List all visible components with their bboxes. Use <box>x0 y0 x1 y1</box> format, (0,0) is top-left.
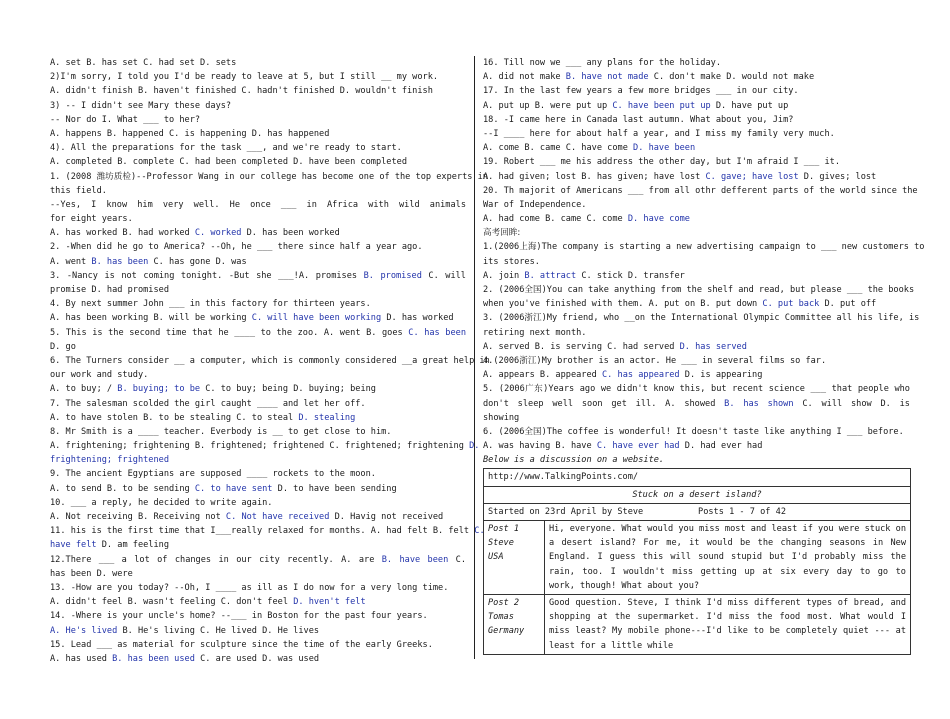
question-text: D. gives; lost <box>798 171 877 182</box>
post-2-body: Good question. Steve, I think I'd miss different types of bread, and shopping at the supermarket. I'd miss the food most. What would I miss least? My mobile phone---I'd like to be completely quiet --- at least for a little while <box>545 594 911 654</box>
right-line <box>483 84 910 98</box>
forum-started-text: Started on 23rd April by Steve <box>488 506 644 517</box>
question-text: A. appears B. appeared <box>483 370 602 381</box>
left-line <box>50 439 480 453</box>
left-line <box>50 411 466 425</box>
answer-highlight: B. has been <box>91 256 149 267</box>
left-line <box>50 397 466 411</box>
right-line <box>483 340 910 354</box>
question-text: 2)I'm sorry, I told you I'd be ready to leave at 5, but I still __ my work. <box>50 72 439 83</box>
answer-highlight: D. have come <box>627 214 690 225</box>
question-text: )--Professor Wang in our college has become one of the top experts in <box>130 171 488 182</box>
question-text: 3) -- I didn't see Mary these days? <box>50 100 232 111</box>
left-line <box>50 538 466 552</box>
right-line <box>483 56 910 70</box>
question-text: retiring next month. <box>483 327 587 338</box>
left-line <box>50 340 466 354</box>
right-line <box>483 127 910 141</box>
question-text: 3. (2006 <box>483 313 525 324</box>
question-text: War of Independence. <box>483 199 587 210</box>
answer-highlight: C. to have sent <box>194 483 273 494</box>
question-text: A. to have stolen B. to be stealing C. to steal <box>50 412 299 423</box>
left-line <box>50 56 466 70</box>
question-text: 19. Robert ___ me his address the other day, but I'm afraid I ___ it. <box>483 157 840 168</box>
left-line <box>50 240 466 254</box>
forum-thread-title: Stuck on a desert island? <box>484 486 911 503</box>
question-text: 6. (2006 <box>483 426 525 437</box>
question-text: 13. -How are you today? --Oh, I ____ as ill as I do now for a very long time. <box>50 582 449 593</box>
answer-highlight: B. promised <box>363 270 422 281</box>
question-text: A. didn't feel B. wasn't feeling C. don't feel <box>50 597 294 608</box>
question-text: )My brother is an actor. He ___ in several films so far. <box>536 355 827 366</box>
question-text: our work and study. <box>50 370 149 381</box>
left-line <box>50 311 466 325</box>
left-line <box>50 467 466 481</box>
right-line <box>483 425 910 439</box>
right-line <box>483 170 910 184</box>
right-line <box>483 113 910 127</box>
question-text: 6. The Turners consider __ a computer, which is commonly considered __a great help in <box>50 355 490 366</box>
question-text: 12.There ___ a lot of changes in our city recently. A. are <box>50 554 382 565</box>
question-text: when you've finished with them. A. put on B. put down <box>483 299 763 310</box>
question-text: 广东 <box>524 384 544 395</box>
answer-highlight: C. <box>474 526 485 537</box>
answer-highlight: D. has served <box>679 341 747 352</box>
question-text: 上海 <box>519 242 537 253</box>
right-line <box>483 198 910 212</box>
question-text: A. has used <box>50 653 113 664</box>
question-text: A. frightening; frightening B. frightened; frightened C. frightened; frightening <box>50 441 470 452</box>
question-text: 11. his is the first time that I___really relaxed for months. A. had felt B. felt <box>50 526 475 537</box>
question-text: D. is appearing <box>679 370 763 381</box>
right-line <box>483 397 910 411</box>
answer-highlight: C. have been put up <box>612 100 711 111</box>
left-line <box>50 553 466 567</box>
right-line <box>483 141 910 155</box>
answer-highlight: B. attract <box>524 270 577 281</box>
question-text: C. <box>448 554 466 565</box>
question-text: this field. <box>50 185 107 196</box>
question-text: )My friend, who __on the International Olympic Committee all his life, is <box>541 313 920 324</box>
right-line <box>483 439 910 453</box>
question-text: )The company is starting a new advertising campaign to ___ new customers to <box>536 242 925 253</box>
question-text: D. has worked <box>381 313 454 324</box>
question-text: A. set B. has set C. had set D. sets <box>50 58 237 68</box>
question-text: D. had ever had <box>679 441 763 452</box>
question-text: 全国 <box>524 285 542 295</box>
left-column <box>50 56 490 666</box>
left-line <box>50 70 466 84</box>
left-line <box>50 624 466 638</box>
question-text: 17. In the last few years a few more bridges ___ in our city. <box>483 86 799 97</box>
answer-highlight: C. have ever had <box>596 441 680 452</box>
question-text: 5. This is the second time that he ____ to the zoo. A. went B. goes <box>50 327 409 338</box>
right-line <box>483 226 910 240</box>
question-text: 20. Th majorit of Americans ___ from all othr defferent parts of the world since the <box>483 185 918 196</box>
right-line <box>483 297 910 311</box>
answer-highlight: C. put back <box>762 299 820 310</box>
left-line <box>50 595 466 609</box>
left-line <box>50 184 466 198</box>
left-line <box>50 113 466 127</box>
question-text: A. completed B. complete C. had been completed D. have been completed <box>50 157 407 168</box>
question-text: D. to have been sending <box>272 483 397 494</box>
forum-posts-range: Posts 1 - 7 of 42 <box>698 506 786 517</box>
question-text: has been D. were <box>50 568 133 579</box>
question-text: A. did not make <box>483 72 566 83</box>
question-text: 7. The salesman scolded the girl caught ____ and let her off. <box>50 398 366 409</box>
question-text: 高考回眸: <box>483 228 521 239</box>
right-line <box>483 184 918 198</box>
right-column <box>483 56 925 655</box>
question-text: A. to buy; / <box>50 384 118 395</box>
question-text: )You can take anything from the shelf and read, but please ___ the books <box>541 285 915 295</box>
answer-highlight: frightening; frightened <box>50 455 169 466</box>
left-line <box>50 198 466 212</box>
right-line <box>483 326 910 340</box>
left-line <box>50 524 485 538</box>
forum-thread-info <box>484 503 911 520</box>
right-line <box>483 311 920 325</box>
left-line <box>50 141 466 155</box>
answer-highlight: C. has appeared <box>602 370 680 381</box>
question-text: )The coffee is wonderful! It doesn't taste like anything I ___ before. <box>541 426 904 437</box>
question-text: C. will show D. is <box>793 398 910 409</box>
answer-highlight: C. has been <box>408 327 466 338</box>
question-text: 浙江 <box>519 355 537 366</box>
question-text: A. didn't finish B. haven't finished C. hadn't finished D. wouldn't finish <box>50 86 433 97</box>
column-divider <box>474 56 475 659</box>
question-text: C. stick D. transfer <box>576 270 685 281</box>
right-line <box>483 382 910 396</box>
right-line <box>483 411 910 425</box>
question-text: 4.(2006 <box>483 355 520 366</box>
left-line <box>50 283 466 297</box>
post-2-author: Post 2 Tomas Germany <box>484 594 545 654</box>
question-text: don't sleep well soon get ill. A. showed <box>483 398 725 409</box>
answer-highlight: D. stealing <box>298 412 356 423</box>
question-text: 浙江 <box>524 313 542 324</box>
question-text: D. has been worked <box>241 228 340 239</box>
question-text: promise D. had promised <box>50 285 169 295</box>
question-text: A. to send B. to be sending <box>50 483 195 494</box>
left-line <box>50 652 466 666</box>
answer-highlight: C. Not have received <box>225 512 330 522</box>
left-line <box>50 581 466 595</box>
left-line <box>50 170 488 184</box>
question-text: 14. -Where is your uncle's home? --___ in Boston for the past four years. <box>50 611 428 622</box>
right-line <box>483 212 910 226</box>
answer-highlight: B. buying; to be <box>117 384 201 395</box>
forum-post-2 <box>484 594 911 654</box>
question-text: 1. (2008 <box>50 171 97 182</box>
left-line <box>50 482 466 496</box>
right-line <box>483 155 910 169</box>
left-line <box>50 425 466 439</box>
left-line <box>50 255 466 269</box>
right-line <box>483 70 910 84</box>
forum-url: http://www.TalkingPoints.com/ <box>484 469 911 486</box>
question-text: C. are used D. was used <box>194 653 320 664</box>
question-text: D. am feeling <box>96 540 170 551</box>
question-text: showing <box>483 412 520 423</box>
post-1-author: Post 1 Steve USA <box>484 521 545 595</box>
right-line <box>483 255 910 269</box>
question-text: --I ____ here for about half a year, and I miss my family very much. <box>483 128 835 139</box>
question-text: its stores. <box>483 256 540 267</box>
question-text: A. had come B. came C. come <box>483 214 628 225</box>
left-line <box>50 226 466 240</box>
question-text: D. put off <box>819 299 877 310</box>
question-text: 潍坊质检 <box>96 171 131 182</box>
question-text: A. has been working B. will be working <box>50 313 252 324</box>
question-text: C. don't make D. would not make <box>648 72 815 83</box>
question-text: D. have put up <box>710 100 789 111</box>
question-text: 2. -When did he go to America? --Oh, he ___ there since half a year ago. <box>50 242 423 253</box>
question-text: -- Nor do I. What ___ to her? <box>50 114 201 125</box>
answer-highlight: C. will have been working <box>251 313 382 324</box>
forum-discussion-table <box>483 468 911 654</box>
question-text: 16. Till now we ___ any plans for the holiday. <box>483 58 721 68</box>
left-line <box>50 638 466 652</box>
left-line <box>50 212 466 226</box>
question-text: C. will <box>421 270 466 281</box>
right-line <box>483 240 925 254</box>
right-line <box>483 99 910 113</box>
answer-highlight: C. worked <box>194 228 242 239</box>
left-line <box>50 99 466 113</box>
question-text: 5. (2006 <box>483 384 525 395</box>
right-line <box>483 453 910 467</box>
question-text: A. put up B. were put up <box>483 100 613 111</box>
question-text: )Years ago we didn't know this, but recent science ___ that people who <box>543 384 910 395</box>
question-text: 全国 <box>524 426 542 437</box>
question-text: 8. Mr Smith is a ____ teacher. Everbody is __ to get close to him. <box>50 426 392 437</box>
left-line <box>50 510 466 524</box>
question-text: A. come B. came C. have come <box>483 143 634 154</box>
right-line <box>483 269 910 283</box>
left-line <box>50 84 466 98</box>
question-text: A. went <box>50 256 92 267</box>
answer-highlight: D. have been <box>633 143 696 154</box>
right-line <box>483 354 910 368</box>
left-line <box>50 496 466 510</box>
question-text: C. to buy; being D. buying; being <box>200 384 376 395</box>
question-text: A. was having B. have <box>483 441 597 452</box>
question-text: 18. -I came here in Canada last autumn. What about you, Jim? <box>483 114 794 125</box>
right-question-lines <box>483 56 925 467</box>
question-text: --Yes, I know him very well. He once ___ in Africa with wild animals <box>50 199 466 210</box>
right-line <box>483 368 910 382</box>
left-line <box>50 567 466 581</box>
left-line <box>50 382 466 396</box>
left-line <box>50 609 466 623</box>
left-line <box>50 354 490 368</box>
answer-highlight: B. have not made <box>565 72 649 83</box>
left-line <box>50 297 466 311</box>
question-text: D. Havig not received <box>329 512 444 522</box>
forum-post-1 <box>484 521 911 595</box>
question-text: Below is a discussion on a website. <box>483 455 665 466</box>
post-1-body: Hi, everyone. What would you miss most and least if you were stuck on a desert island? For me, it would be the changing seasons in New England. I guess this will sound stupid but I'd probably miss the rain, too. I wouldn't miss getting up at six every day to go to work, though! What about you? <box>545 521 911 595</box>
question-text: A. join <box>483 270 525 281</box>
question-text: 3. -Nancy is not coming tonight. -But she ___!A. promises <box>50 270 364 281</box>
answer-highlight: B. has shown <box>724 398 794 409</box>
question-text: A. has worked B. had worked <box>50 228 195 239</box>
question-text: 2. (2006 <box>483 285 525 295</box>
question-text: A. happens B. happened C. is happening D. has happened <box>50 128 330 139</box>
question-text: C. has gone D. was <box>148 256 247 267</box>
question-text: 1.(2006 <box>483 242 520 253</box>
answer-highlight: B. has been used <box>112 653 195 664</box>
question-text: A. served B. is serving C. had served <box>483 341 680 352</box>
question-text: 15. Lead ___ as material for sculpture since the time of the early Greeks. <box>50 639 433 650</box>
question-text: 9. The ancient Egyptians are supposed ____ rockets to the moon. <box>50 469 376 480</box>
answer-highlight: C. gave; have lost <box>705 171 799 182</box>
answer-highlight: A. He's lived <box>50 625 118 636</box>
left-line <box>50 269 466 283</box>
question-text: D. go <box>50 341 76 352</box>
answer-highlight: have felt <box>50 540 97 551</box>
left-line <box>50 155 466 169</box>
left-line <box>50 453 466 467</box>
left-line <box>50 127 466 141</box>
right-line <box>483 283 915 297</box>
question-text: 4). All the preparations for the task ___, and we're ready to start. <box>50 143 402 154</box>
answer-highlight: D. <box>469 441 480 452</box>
question-text: for eight years. <box>50 214 133 225</box>
question-text: A. had given; lost B. has given; have lost <box>483 171 706 182</box>
question-text: 10. ___ a reply, he decided to write again. <box>50 497 273 508</box>
question-text: B. He's living C. He lived D. He lives <box>117 625 320 636</box>
question-text: A. Not receiving B. Receiving not <box>50 512 226 522</box>
answer-highlight: B. have been <box>381 554 449 565</box>
answer-highlight: D. hven't felt <box>293 597 366 608</box>
left-line <box>50 368 466 382</box>
question-text: 4. By next summer John ___ in this factory for thirteen years. <box>50 299 371 310</box>
left-line <box>50 326 466 340</box>
